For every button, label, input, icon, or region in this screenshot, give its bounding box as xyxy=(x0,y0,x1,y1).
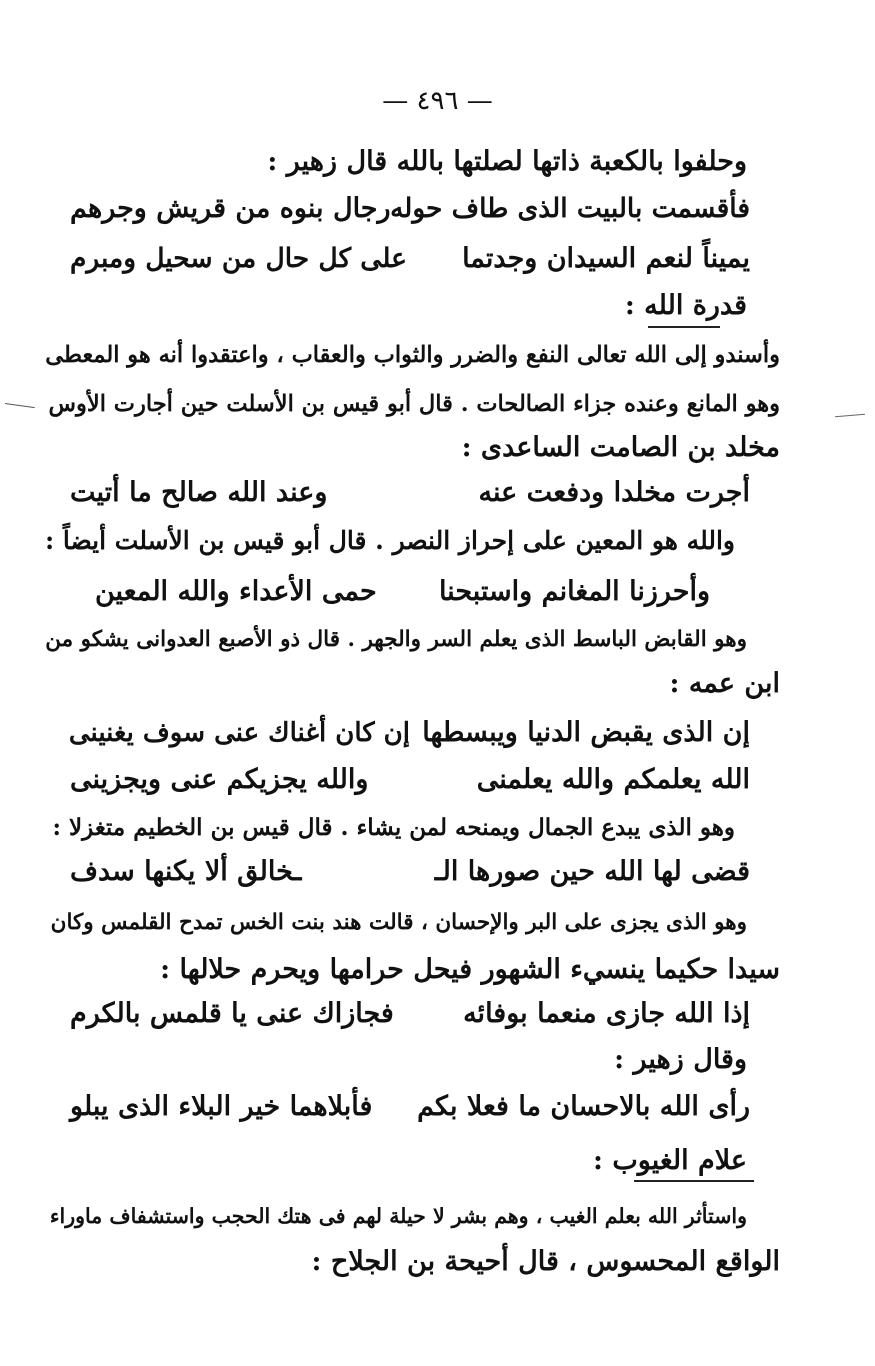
paragraph-line: وهو الذى يجزى على البر والإحسان ، قالت هند بنت الخس تمدح القلمس وكان xyxy=(50,910,747,935)
verse-second-hemistich: على كل حال من سحيل ومبرم xyxy=(70,243,407,274)
verse-line xyxy=(70,190,750,228)
verse-second-hemistich: وعند الله صالح ما أتيت xyxy=(70,477,328,508)
verse-second-hemistich: إن كان أغناك عنى سوف يغنينى xyxy=(68,718,410,748)
verse-second-hemistich: والله يجزيكم عنى ويجزينى xyxy=(70,764,369,795)
verse-first-hemistich: وأحرزنا المغانم واستبحنا xyxy=(438,576,710,607)
verse-line xyxy=(70,474,750,512)
verse-first-hemistich: قضى لها الله حين صورها الـ xyxy=(434,856,750,887)
verse-line xyxy=(70,853,750,891)
paragraph-line: مخلد بن الصامت الساعدى : xyxy=(461,432,780,463)
section-heading: علام الغيوب : xyxy=(593,1145,747,1176)
verse-first-hemistich: الله يعلمكم والله يعلمنى xyxy=(476,764,750,795)
paragraph-line: ابن عمه : xyxy=(669,668,780,699)
verse-line xyxy=(70,1088,750,1126)
paragraph-line: سيدا حكيما ينسيء الشهور فيحل حرامها ويحرم حلالها : xyxy=(160,954,780,985)
verse-second-hemistich: ـخالق ألا يكنها سدف xyxy=(70,856,302,887)
verse-first-hemistich: فأقسمت بالبيت الذى طاف حوله xyxy=(390,193,750,224)
verse-line xyxy=(70,714,750,752)
verse-first-hemistich: أجرت مخلدا ودفعت عنه xyxy=(478,477,750,508)
paragraph-line: وقال زهير : xyxy=(614,1044,747,1075)
verse-second-hemistich: حمى الأعداء والله المعين xyxy=(95,576,377,607)
paragraph-line: وهو المانع وعنده جزاء الصالحات . قال أبو قيس بن الأسلت حين أجارت الأوس xyxy=(48,391,780,417)
scan-mark xyxy=(3,403,35,420)
verse-first-hemistich: إذا الله جازى منعما بوفائه xyxy=(463,998,750,1029)
paragraph-line: وهو القابض الباسط الذى يعلم السر والجهر . قال ذو الأصبع العدوانى يشكو من xyxy=(45,627,747,652)
verse-first-hemistich: إن الذى يقبض الدنيا ويبسطها xyxy=(422,717,750,748)
verse-second-hemistich: فأبلاهما خير البلاء الذى يبلو xyxy=(70,1091,373,1122)
verse-line xyxy=(70,995,750,1033)
heading-underline xyxy=(648,326,720,328)
paragraph-line: وهو الذى يبدع الجمال ويمنحه لمن يشاء . قال قيس بن الخطيم متغزلا : xyxy=(52,814,735,841)
verse-second-hemistich: فجازاك عنى يا قلمس بالكرم xyxy=(70,998,394,1029)
paragraph-line: والله هو المعين على إحراز النصر . قال أبو قيس بن الأسلت أيضاً : xyxy=(44,526,735,555)
paragraph-line: واستأثر الله بعلم الغيب ، وهم بشر لا حيلة لهم فى هتك الحجب واستشفاف ماوراء xyxy=(49,1204,747,1228)
paragraph-line: الواقع المحسوس ، قال أحيحة بن الجلاح : xyxy=(311,1246,780,1277)
text-line: وحلفوا بالكعبة ذاتها لصلتها بالله قال زهير : xyxy=(267,146,747,177)
heading-underline xyxy=(634,1180,754,1182)
section-heading: قدرة الله : xyxy=(624,290,747,321)
verse-first-hemistich: رأى الله بالاحسان ما فعلا بكم xyxy=(417,1091,750,1122)
verse-line xyxy=(70,240,750,278)
paragraph-line: وأسندو إلى الله تعالى النفع والضرر والثواب والعقاب ، واعتقدوا أنه هو المعطى xyxy=(45,342,780,368)
scan-mark xyxy=(835,414,865,418)
verse-line xyxy=(70,761,750,799)
verse-line xyxy=(95,573,710,611)
page-number: — ٤٩٦ — xyxy=(382,86,493,116)
verse-first-hemistich: يميناً لنعم السيدان وجدتما xyxy=(462,243,750,274)
verse-second-hemistich: رجال بنوه من قريش وجرهم xyxy=(70,193,391,224)
